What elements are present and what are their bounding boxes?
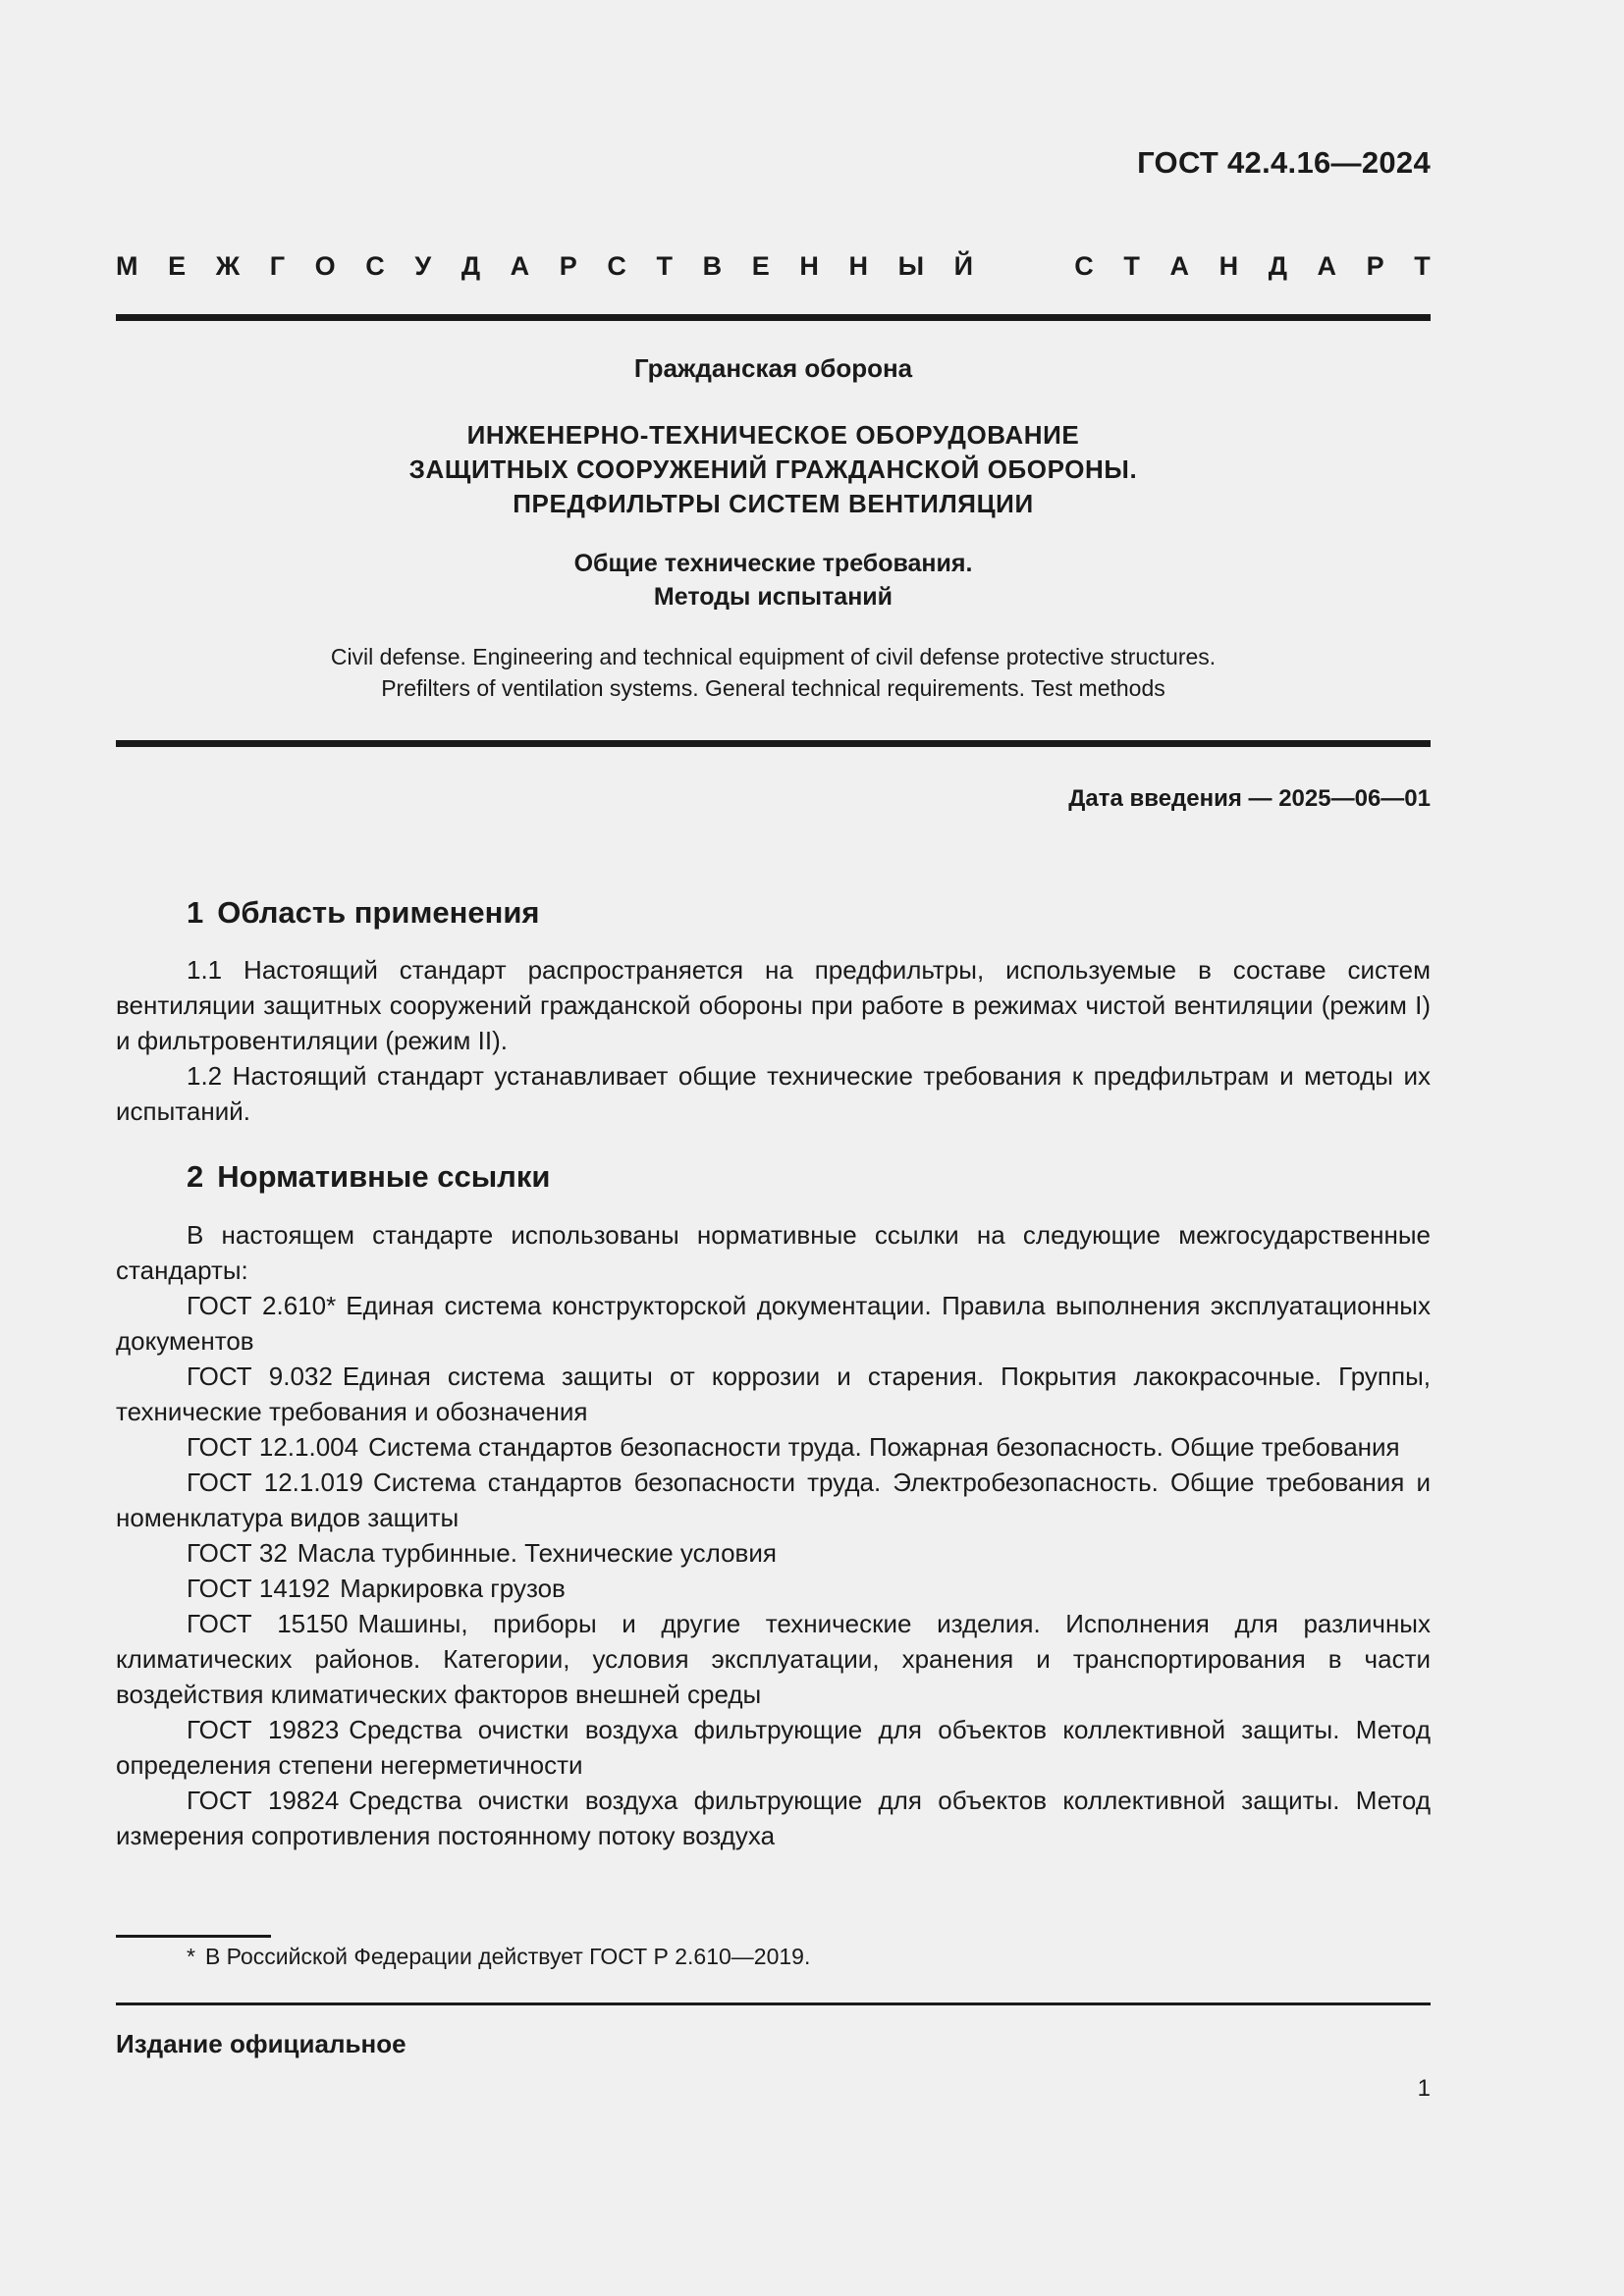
banner-letter: Д — [1268, 251, 1287, 281]
reference-item — [116, 1535, 1431, 1571]
sub-title-line2: Методы испытаний — [653, 583, 893, 611]
sub-title — [116, 547, 1431, 614]
reference-item — [116, 1606, 1431, 1712]
reference-text: Система стандартов безопасности труда. Электробезопасность. Общие требования и номенклатура видов защиты — [116, 1468, 1431, 1532]
banner-letter: Е — [168, 251, 187, 281]
banner-letter: М — [116, 251, 138, 281]
section1-heading — [187, 895, 540, 931]
reference-item — [116, 1783, 1431, 1853]
banner-letter: А — [1169, 251, 1189, 281]
section1-title: Область применения — [217, 895, 540, 930]
footnote — [187, 1941, 810, 1972]
banner-letter: Ж — [215, 251, 241, 281]
section2-heading — [187, 1159, 550, 1195]
reference-text: Средства очистки воздуха фильтрующие для объектов коллективной защиты. Метод определения степени негерметичности — [116, 1715, 1431, 1780]
reference-code: ГОСТ 9.032 — [187, 1362, 333, 1391]
english-title — [116, 641, 1431, 704]
official-edition-label: Издание официальное — [116, 2029, 406, 2058]
banner-letter: О — [314, 251, 336, 281]
title-rule — [116, 740, 1431, 747]
reference-code: ГОСТ 14192 — [187, 1574, 331, 1603]
banner-letter: С — [1074, 251, 1094, 281]
english-title-line1: Civil defense. Engineering and technical equipment of civil defense protective structures. — [330, 644, 1217, 669]
footer-rule — [116, 2002, 1431, 2005]
section2-intro: В настоящем стандарте использованы нормативные ссылки на следующие межгосударственные стандарты: — [116, 1220, 1431, 1285]
page-number: 1 — [1417, 2075, 1431, 2102]
reference-code: ГОСТ 2.610* — [187, 1291, 337, 1320]
banner-letter: Т — [656, 251, 674, 281]
banner-letter: Р — [559, 251, 577, 281]
banner-letter: Н — [848, 251, 868, 281]
banner-letter: С — [365, 251, 385, 281]
section1-paragraph2: 1.2 Настоящий стандарт устанавливает общие технические требования к предфильтрам и методы их испытаний. — [116, 1061, 1431, 1126]
footnote-mark: * — [187, 1944, 195, 1969]
reference-text: Средства очистки воздуха фильтрующие для объектов коллективной защиты. Метод измерения сопротивления постоянному потоку воздуха — [116, 1786, 1431, 1850]
banner-letter: Р — [1366, 251, 1384, 281]
main-title-line1: ИНЖЕНЕРНО-ТЕХНИЧЕСКОЕ ОБОРУДОВАНИЕ — [466, 420, 1080, 450]
main-title-line2: ЗАЩИТНЫХ СООРУЖЕНИЙ ГРАЖДАНСКОЙ ОБОРОНЫ. — [408, 454, 1138, 484]
reference-text: Маркировка грузов — [340, 1574, 566, 1603]
sub-title-line1: Общие технические требования. — [573, 550, 973, 577]
footnote-separator — [116, 1935, 271, 1938]
reference-item — [116, 1465, 1431, 1535]
banner-letter: В — [702, 251, 723, 281]
banner-letter: Ы — [897, 251, 925, 281]
reference-code: ГОСТ 15150 — [187, 1609, 349, 1638]
reference-item — [116, 1429, 1431, 1465]
document-page — [116, 0, 1431, 2296]
banner-letter: Й — [953, 251, 974, 281]
reference-code: ГОСТ 19824 — [187, 1786, 340, 1815]
reference-item — [116, 1359, 1431, 1429]
reference-text: Машины, приборы и другие технические изделия. Исполнения для различных климатических районов. Категории, условия эксплуатации, хранения и транспортирования в части воздействия климатических факторов внешней среды — [116, 1609, 1431, 1709]
banner-letter: Т — [1123, 251, 1140, 281]
section2-number: 2 — [187, 1159, 204, 1194]
document-code: ГОСТ 42.4.16—2024 — [1137, 145, 1431, 180]
section1-body — [116, 952, 1431, 1129]
reference-item — [116, 1712, 1431, 1783]
section2-body — [116, 1217, 1431, 1853]
reference-item — [116, 1571, 1431, 1606]
banner-gap — [1003, 251, 1045, 282]
header-rule — [116, 314, 1431, 321]
banner-letter: С — [607, 251, 626, 281]
section1-paragraph1: 1.1 Настоящий стандарт распространяется на предфильтры, используемые в составе систем вентиляции защитных сооружений гражданской обороны при работе в режимах чистой вентиляции (режим I) и фильтровентиляции (режим II). — [116, 955, 1431, 1055]
banner-letter: Н — [799, 251, 819, 281]
banner-letter: Н — [1218, 251, 1239, 281]
english-title-line2: Prefilters of ventilation systems. General technical requirements. Test methods — [381, 675, 1165, 701]
reference-code: ГОСТ 19823 — [187, 1715, 340, 1744]
reference-text: Масла турбинные. Технические условия — [297, 1538, 777, 1568]
footnote-text: В Российской Федерации действует ГОСТ Р 2.610—2019. — [204, 1944, 811, 1969]
reference-text: Единая система защиты от коррозии и старения. Покрытия лакокрасочные. Группы, технические требования и обозначения — [116, 1362, 1431, 1426]
reference-text: Единая система конструкторской документации. Правила выполнения эксплуатационных документов — [116, 1291, 1431, 1356]
banner-letter: У — [414, 251, 432, 281]
introduction-date: Дата введения — 2025—06—01 — [1068, 785, 1431, 812]
banner-letter: Д — [460, 251, 481, 281]
category-title: Гражданская оборона — [633, 353, 913, 383]
reference-text: Система стандартов безопасности труда. Пожарная безопасность. Общие требования — [368, 1432, 1400, 1462]
main-title — [116, 418, 1431, 521]
reference-code: ГОСТ 32 — [187, 1538, 288, 1568]
main-title-line3: ПРЕДФИЛЬТРЫ СИСТЕМ ВЕНТИЛЯЦИИ — [513, 489, 1034, 518]
section2-title: Нормативные ссылки — [217, 1159, 551, 1194]
banner-letter: Т — [1414, 251, 1431, 281]
banner-letter: А — [510, 251, 530, 281]
reference-item — [116, 1288, 1431, 1359]
interstate-standard-banner — [116, 251, 1431, 282]
banner-letter: Г — [269, 251, 286, 281]
reference-code: ГОСТ 12.1.019 — [187, 1468, 363, 1497]
banner-letter: А — [1317, 251, 1337, 281]
reference-code: ГОСТ 12.1.004 — [187, 1432, 359, 1462]
banner-letter: Е — [751, 251, 770, 281]
section1-number: 1 — [187, 895, 204, 930]
